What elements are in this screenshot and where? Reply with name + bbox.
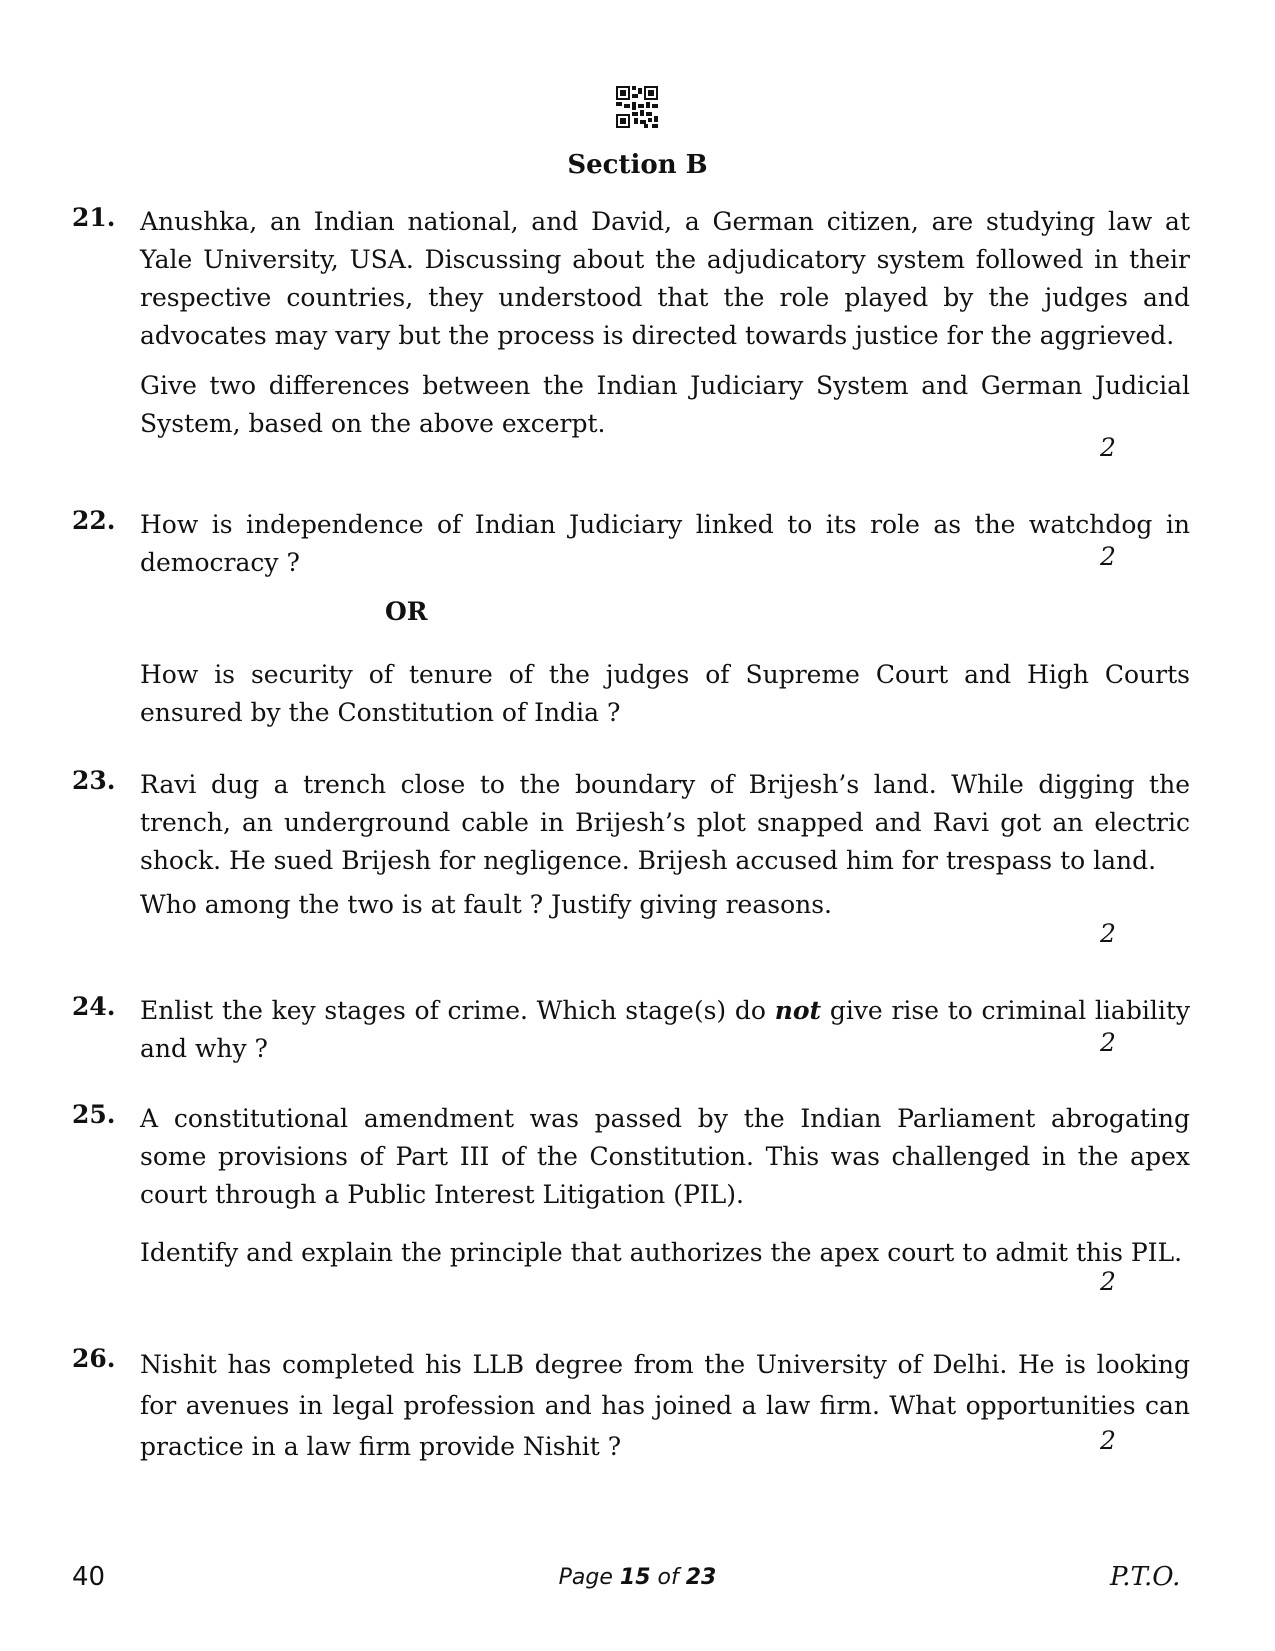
question-marks: 2 xyxy=(1100,919,1116,948)
page-of: of xyxy=(650,1565,686,1590)
question-marks: 2 xyxy=(1100,542,1116,571)
question-paragraph: How is security of tenure of the judges of Supreme Court and High Courts ensured by the Constitution of India ? xyxy=(140,660,1190,727)
emphasis-text: not xyxy=(774,996,822,1025)
question-number: 22. xyxy=(72,506,116,535)
page-prefix: Page xyxy=(558,1565,620,1590)
section-title: Section B xyxy=(567,150,708,180)
question-paragraph: How is independence of Indian Judiciary linked to its role as the watchdog in democracy ? xyxy=(140,510,1190,577)
question-paragraph: Who among the two is at fault ? Justify giving reasons. xyxy=(140,890,833,919)
question-text-part: Enlist the key stages of crime. Which stage(s) do xyxy=(140,996,775,1025)
question-number: 21. xyxy=(72,203,116,232)
question-paragraph: Give two differences between the Indian Judiciary System and German Judicial System, based on the above excerpt. xyxy=(140,371,1190,438)
question-number: 24. xyxy=(72,992,116,1021)
question-text xyxy=(140,203,1190,457)
page-current: 15 xyxy=(619,1565,651,1590)
page-total: 23 xyxy=(685,1565,717,1590)
question-text xyxy=(140,766,1190,938)
or-label: OR xyxy=(385,597,428,626)
question-text xyxy=(140,1100,1190,1286)
question-marks: 2 xyxy=(1100,1028,1116,1057)
question-text-part: give rise to criminal liability and why ? xyxy=(140,996,1190,1063)
question-text xyxy=(140,506,1190,596)
question-marks: 2 xyxy=(1100,1426,1116,1455)
page-number xyxy=(0,1565,1275,1590)
question-marks: 2 xyxy=(1100,1267,1116,1296)
question-paragraph xyxy=(140,992,1190,1068)
question-paragraph: Anushka, an Indian national, and David, a German citizen, are studying law at Yale University, USA. Discussing about the adjudicatory system followed in their respective countries, they understood that the role played by the judges and advocates may vary but the process is directed towards justice for the aggrieved. xyxy=(140,207,1190,350)
question-paragraph: Nishit has completed his LLB degree from the University of Delhi. He is looking for avenues in legal profession and has joined a law firm. What opportunities can practice in a law firm provide Nishit ? xyxy=(140,1350,1190,1461)
question-text xyxy=(140,656,1190,746)
question-marks: 2 xyxy=(1100,433,1116,462)
pto-label: P.T.O. xyxy=(1110,1562,1181,1592)
question-number: 23. xyxy=(72,766,116,795)
question-text xyxy=(140,992,1190,1082)
question-number: 26. xyxy=(72,1344,116,1373)
question-text xyxy=(140,1344,1190,1481)
qr-code-icon xyxy=(616,86,658,128)
paper-code: 40 xyxy=(72,1562,106,1592)
question-paragraph: Identify and explain the principle that authorizes the apex court to admit this PIL. xyxy=(140,1238,1183,1267)
question-paragraph: A constitutional amendment was passed by the Indian Parliament abrogating some provisions of Part III of the Constitution. This was challenged in the apex court through a Public Interest Litigation (PIL). xyxy=(140,1104,1190,1209)
question-number: 25. xyxy=(72,1100,116,1129)
question-paragraph: Ravi dug a trench close to the boundary of Brijesh’s land. While digging the trench, an underground cable in Brijesh’s plot snapped and Ravi got an electric shock. He sued Brijesh for negligence. Brijesh accused him for trespass to land. xyxy=(140,770,1190,875)
